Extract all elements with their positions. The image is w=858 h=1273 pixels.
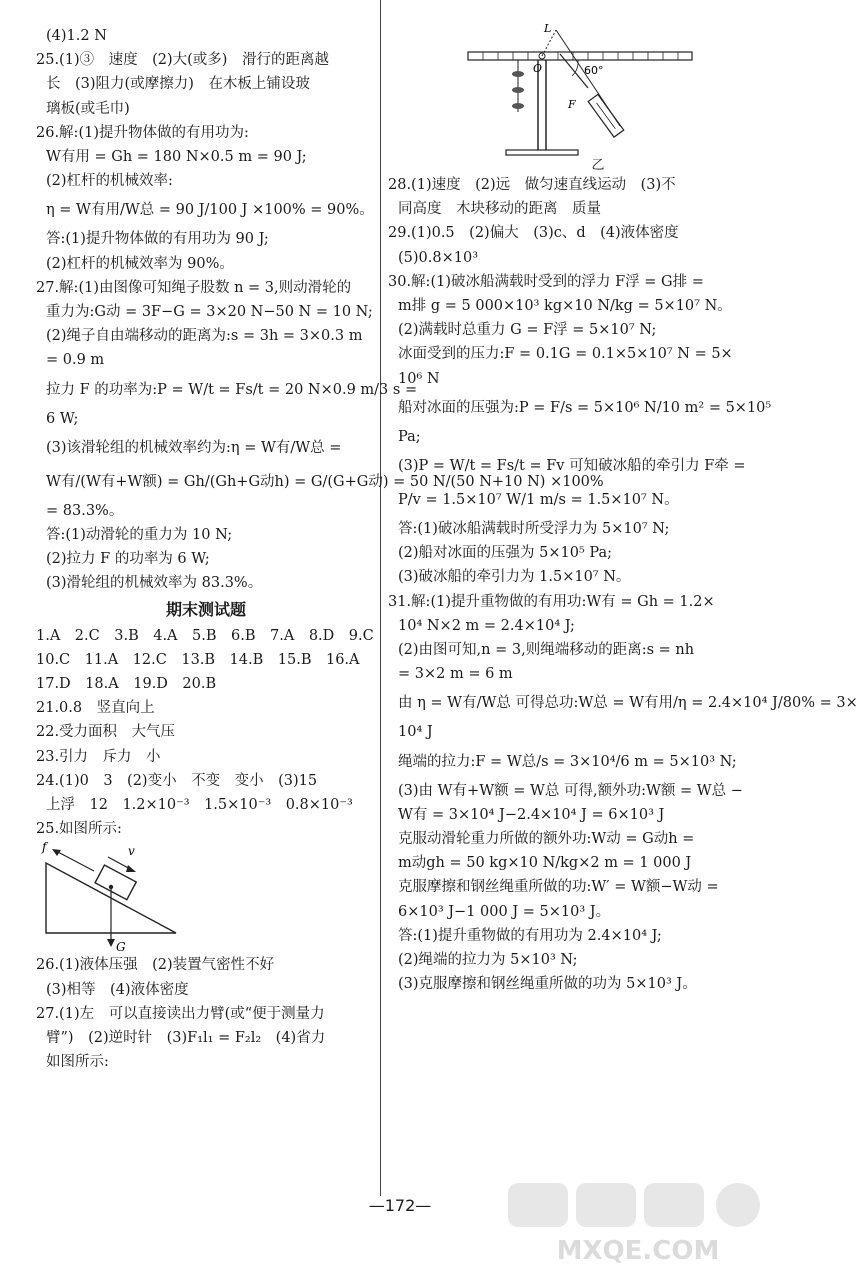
text-line: 25.如图所示:: [36, 821, 122, 838]
text-line: 29.(1)0.5 (2)偏大 (3)c、d (4)液体密度: [388, 225, 679, 242]
text-line: 27.(1)左 可以直接读出力臂(或“便于测量力: [36, 1005, 325, 1022]
text-line: = 83.3%。: [46, 502, 124, 519]
label-G: G: [116, 940, 126, 955]
label-angle: 60°: [584, 64, 604, 77]
text-line: (3)由 W有+W额 = W总 可得,额外功:W额 = W总 −: [398, 782, 743, 799]
text-line: 27.解:(1)由图像可知绳子股数 n = 3,则动滑轮的: [36, 279, 352, 296]
text-line: 26.(1)液体压强 (2)装置气密性不好: [36, 957, 275, 974]
column-divider: [380, 0, 381, 1196]
text-line: 同高度 木块移动的距离 质量: [398, 201, 601, 218]
text-line: (3)相等 (4)液体密度: [46, 981, 189, 998]
text-line: 6×10³ J−1 000 J = 5×10³ J。: [398, 903, 611, 920]
text-line: (3)滑轮组的机械效率为 83.3%。: [46, 575, 263, 592]
text-line: (2)绳子自由端移动的距离为:s = 3h = 3×0.3 m: [46, 328, 363, 345]
text-line: (2)满载时总重力 G = F浮 = 5×10⁷ N;: [398, 322, 657, 339]
text-line: 10⁶ N: [398, 370, 440, 387]
text-line: (4)1.2 N: [46, 28, 107, 44]
svg-text:MXQE.COM: MXQE.COM: [556, 1236, 720, 1266]
text-line: W有 = 3×10⁴ J−2.4×10⁴ J = 6×10³ J: [398, 806, 665, 823]
text-line: 25.(1)③ 速度 (2)大(或多) 滑行的距离越: [36, 52, 329, 69]
text-line: 10⁴ J: [398, 724, 433, 741]
label-F: F: [568, 98, 576, 111]
text-line: 24.(1)0 3 (2)变小 不变 变小 (3)15: [36, 772, 318, 789]
label-O: O: [533, 62, 543, 75]
text-line: 重力为:G动 = 3F−G = 3×20 N−50 N = 10 N;: [46, 304, 373, 321]
text-line: 上浮 12 1.2×10⁻³ 1.5×10⁻³ 0.8×10⁻³: [46, 797, 353, 814]
text-line: (3)该滑轮组的机械效率约为:η = W有/W总 =: [46, 439, 342, 456]
label-v: v: [128, 844, 135, 859]
right-column: [388, 22, 858, 996]
text-line: (2)由图可知,n = 3,则绳端移动的距离:s = nh: [398, 642, 695, 659]
text-line: 答:(1)破冰船满载时所受浮力为 5×10⁷ N;: [398, 521, 670, 538]
text-line: 答:(1)动滑轮的重力为 10 N;: [46, 527, 233, 544]
text-line: 克服摩擦和钢丝绳重所做的功:W′ = W额−W动 =: [398, 879, 719, 896]
text-line: 21.0.8 竖直向上: [36, 700, 155, 717]
text-line: 28.(1)速度 (2)远 做匀速直线运动 (3)不: [388, 177, 676, 193]
text-line: W有/(W有+W额) = Gh/(Gh+G动h) = G/(G+G动) = 50 N/(50 N+10 N) ×100%: [46, 473, 604, 490]
page-number: —172—: [368, 1196, 432, 1215]
text-line: (2)杠杆的机械效率为 90%。: [46, 255, 234, 272]
text-line: 绳端的拉力:F = W总/s = 3×10⁴/6 m = 5×10³ N;: [398, 753, 737, 770]
text-line: 长 (3)阻力(或摩擦力) 在木板上铺设玻: [46, 76, 310, 93]
text-line: (3)克服摩擦和钢丝绳重所做的功为 5×10³ J。: [398, 976, 697, 993]
text-line: 1.A 2.C 3.B 4.A 5.B 6.B 7.A 8.D 9.C: [36, 627, 374, 644]
text-line: 26.解:(1)提升物体做的有用功为:: [36, 124, 249, 141]
text-line: 答:(1)提升重物做的有用功为 2.4×10⁴ J;: [398, 927, 662, 944]
text-line: 23.引力 斥力 小: [36, 748, 161, 765]
text-line: (2)船对冰面的压强为 5×10⁵ Pa;: [398, 545, 613, 562]
section-title: 期末测试题: [165, 599, 246, 619]
watermark-logo: [488, 1177, 788, 1267]
text-line: 臂”) (2)逆时针 (3)F₁l₁ = F₂l₂ (4)省力: [46, 1030, 326, 1047]
text-line: (2)绳端的拉力为 5×10³ N;: [398, 952, 578, 969]
text-line: = 0.9 m: [46, 352, 105, 369]
text-line: (2)拉力 F 的功率为 6 W;: [46, 551, 210, 568]
incline-force-diagram: [36, 841, 186, 953]
text-line: 6 W;: [46, 410, 79, 427]
text-line: 如图所示:: [46, 1054, 109, 1071]
text-line: 璃板(或毛巾): [46, 100, 130, 117]
text-line: 31.解:(1)提升重物做的有用功:W有 = Gh = 1.2×: [388, 593, 715, 610]
text-line: (2)杠杆的机械效率:: [46, 173, 173, 190]
text-line: (3)破冰船的牵引力为 1.5×10⁷ N。: [398, 569, 631, 586]
text-line: 冰面受到的压力:F = 0.1G = 0.1×5×10⁷ N = 5×: [398, 346, 733, 363]
text-line: W有用 = Gh = 180 N×0.5 m = 90 J;: [46, 149, 307, 166]
lever-caption: 乙: [591, 158, 605, 173]
label-f: f: [42, 840, 47, 855]
text-line: P/v = 1.5×10⁷ W/1 m/s = 1.5×10⁷ N。: [398, 492, 679, 509]
text-line: 10⁴ N×2 m = 2.4×10⁴ J;: [398, 617, 575, 634]
text-line: 17.D 18.A 19.D 20.B: [36, 676, 217, 693]
text-line: 答:(1)提升物体做的有用功为 90 J;: [46, 231, 269, 248]
label-L: L: [544, 22, 552, 35]
text-line: m动gh = 50 kg×10 N/kg×2 m = 1 000 J: [398, 855, 692, 872]
text-line: η = W有用/W总 = 90 J/100 J ×100% = 90%。: [46, 202, 374, 219]
text-line: (3)P = W/t = Fs/t = Fv 可知破冰船的牵引力 F牵 =: [398, 458, 746, 475]
text-line: 30.解:(1)破冰船满载时受到的浮力 F浮 = G排 =: [388, 273, 704, 290]
text-line: 船对冰面的压强为:P = F/s = 5×10⁶ N/10 m² = 5×10⁵: [398, 399, 772, 416]
text-line: (5)0.8×10³: [398, 249, 479, 266]
text-line: m排 g = 5 000×10³ kg×10 N/kg = 5×10⁷ N。: [398, 298, 732, 315]
answer-block-2: [36, 624, 376, 842]
text-line: 克服动滑轮重力所做的额外功:W动 = G动h =: [398, 831, 695, 848]
text-line: 22.受力面积 大气压: [36, 724, 176, 741]
text-line: 拉力 F 的功率为:P = W/t = Fs/t = 20 N×0.9 m/3 s =: [46, 381, 418, 398]
text-line: = 3×2 m = 6 m: [398, 666, 513, 683]
answer-block-3: [36, 953, 376, 1074]
text-line: 10.C 11.A 12.C 13.B 14.B 15.B 16.A: [36, 651, 360, 668]
text-line: 由 η = W有/W总 可得总功:W总 = W有用/η = 2.4×10⁴ J/80% = 3×: [398, 695, 858, 712]
answer-block-right: [388, 173, 858, 996]
lever-diagram: [388, 18, 768, 158]
text-line: Pa;: [398, 428, 421, 445]
